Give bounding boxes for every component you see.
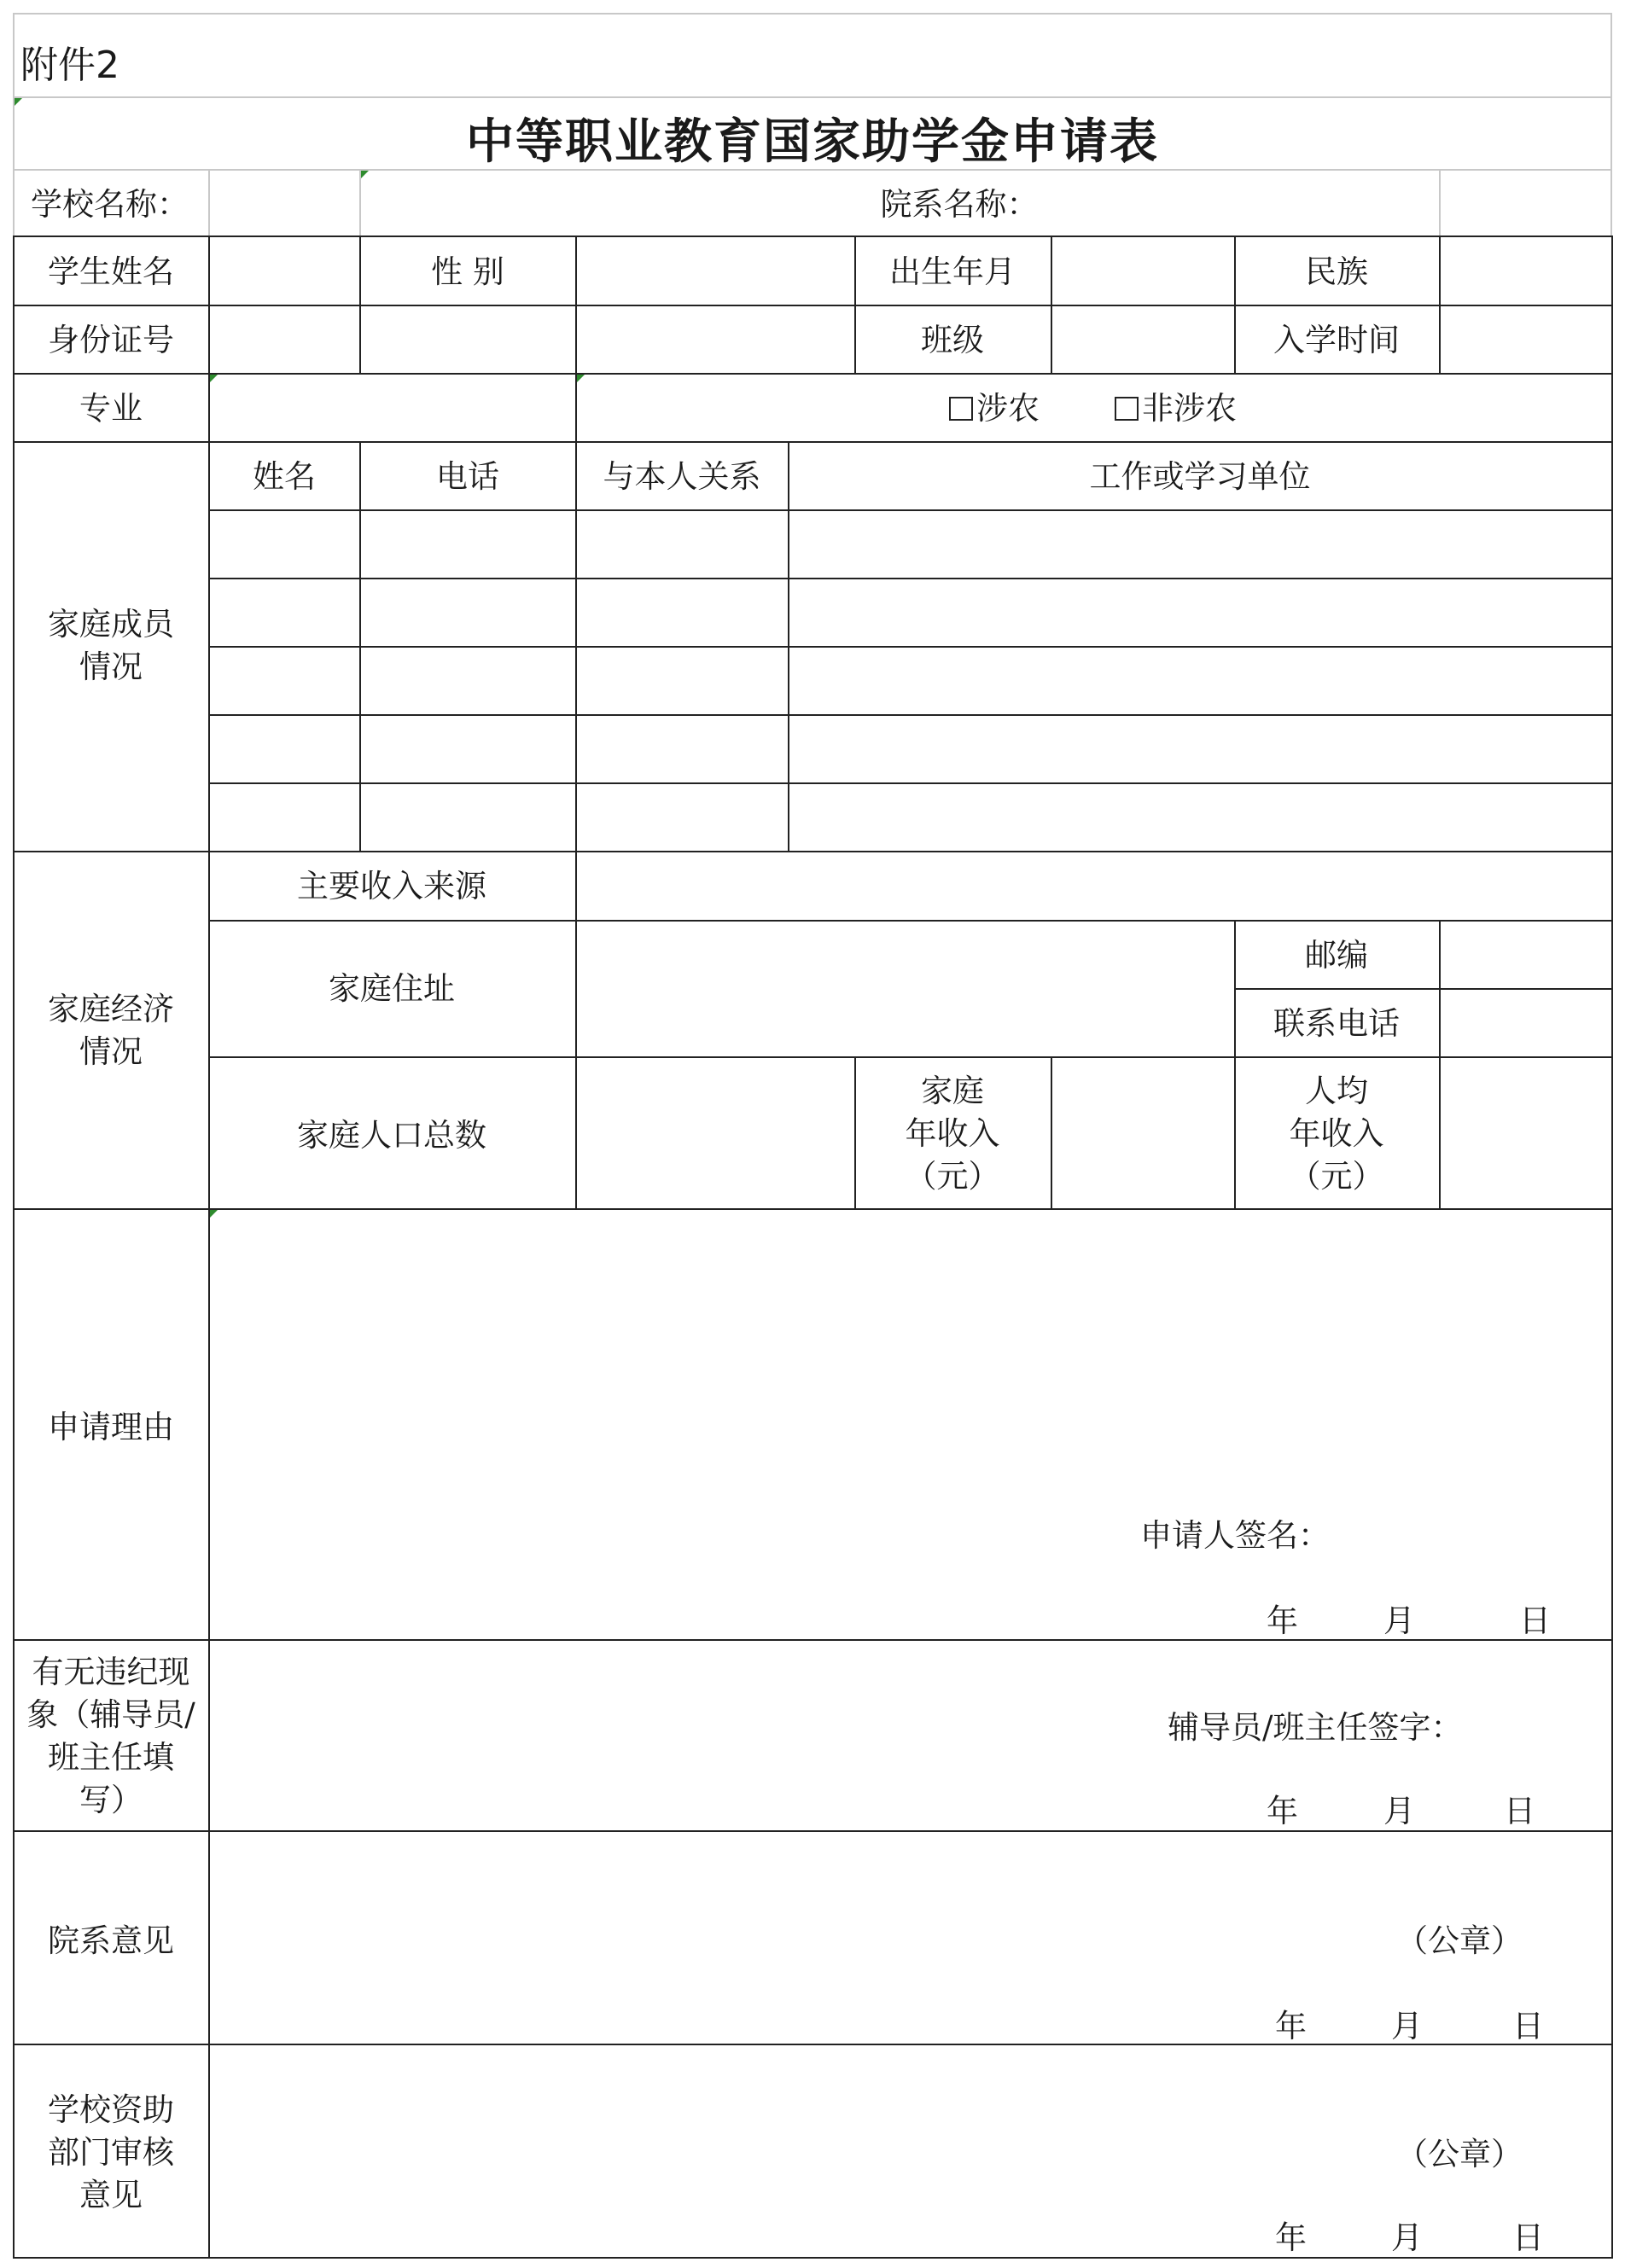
- dept-opinion-field[interactable]: [213, 1836, 1605, 1922]
- checkbox-icon: [1115, 397, 1139, 421]
- birth-label: 出生年月: [889, 253, 1016, 290]
- class-label: 班级: [921, 322, 984, 358]
- vline: [1439, 920, 1441, 1209]
- hline: [208, 646, 1613, 648]
- vline: [359, 441, 361, 851]
- population-field[interactable]: [580, 1061, 849, 1205]
- hline: [13, 1830, 1613, 1832]
- ethnicity-label: 民族: [1305, 253, 1368, 290]
- department-name-field[interactable]: [1444, 175, 1606, 231]
- attachment-label: 附件2: [20, 44, 119, 87]
- school-seal-label: （公章）: [1396, 2136, 1523, 2172]
- ethnicity-field[interactable]: [1444, 241, 1606, 300]
- vline: [1051, 236, 1052, 373]
- dept-date-year: 年: [1275, 2008, 1307, 2044]
- hline: [13, 441, 1613, 443]
- vline: [854, 236, 856, 373]
- hline: [208, 782, 1613, 784]
- vline: [1051, 1056, 1052, 1209]
- hline: [208, 920, 1613, 922]
- vline: [1439, 236, 1441, 373]
- vline: [788, 441, 789, 851]
- gender-label: 性 别: [431, 253, 504, 290]
- hline: [13, 1639, 1613, 1641]
- hline: [1234, 988, 1613, 990]
- school-row-div1: [208, 169, 210, 237]
- non-agri-checkbox[interactable]: [1115, 387, 1237, 430]
- vline: [1234, 236, 1236, 373]
- dept-date-month: 月: [1391, 2008, 1423, 2044]
- applicant-signature-label: 申请人签名：: [1140, 1517, 1330, 1554]
- hline: [13, 2044, 1613, 2045]
- gender-field[interactable]: [580, 241, 849, 300]
- hline: [208, 509, 1613, 511]
- school-date-day: 日: [1512, 2219, 1544, 2256]
- birth-field[interactable]: [1056, 241, 1229, 300]
- dept-date-day: 日: [1512, 2008, 1544, 2044]
- reason-label: 申请理由: [48, 1409, 174, 1445]
- title-top-line: [13, 96, 1612, 98]
- hline: [13, 851, 1613, 852]
- population-label: 家庭人口总数: [297, 1117, 486, 1154]
- cell-marker: [577, 375, 585, 382]
- income-source-label: 主要收入来源: [297, 868, 486, 904]
- major-field[interactable]: [213, 377, 570, 437]
- reason-date-year: 年: [1267, 1602, 1298, 1639]
- agri-option-label: 涉农: [976, 390, 1040, 427]
- family-header-workplace: 工作或学习单位: [1089, 458, 1311, 495]
- major-label: 专业: [79, 390, 143, 427]
- hline: [13, 2257, 1613, 2259]
- department-name-label: 院系名称：: [880, 186, 1039, 223]
- reason-field[interactable]: [213, 1215, 1605, 1505]
- family-header-name: 姓名: [253, 458, 316, 495]
- enroll-field[interactable]: [1444, 309, 1606, 369]
- school-opinion-field[interactable]: [213, 2050, 1605, 2135]
- vline-left: [13, 236, 15, 2259]
- checkbox-icon: [949, 397, 973, 421]
- school-row-div3: [1439, 169, 1441, 237]
- dept-seal-label: （公章）: [1396, 1922, 1523, 1959]
- school-date-year: 年: [1275, 2219, 1307, 2256]
- cell-marker: [361, 171, 369, 178]
- class-field[interactable]: [1056, 309, 1229, 369]
- student-name-field[interactable]: [213, 241, 354, 300]
- per-capita-income-label: 人均 年收入 （元）: [1289, 1073, 1384, 1195]
- discipline-date-day: 日: [1504, 1793, 1535, 1829]
- frame-top: [13, 13, 1612, 15]
- reason-date-month: 月: [1383, 1602, 1415, 1639]
- economy-section-label: 家庭经济 情况: [48, 991, 174, 1070]
- school-opinion-label: 学校资助 部门审核 意见: [48, 2091, 174, 2213]
- dept-opinion-label: 院系意见: [48, 1922, 174, 1959]
- school-row-left: [13, 169, 15, 237]
- id-field[interactable]: [213, 309, 849, 369]
- vline: [208, 236, 210, 2259]
- student-name-label: 学生姓名: [48, 253, 174, 290]
- id-label: 身份证号: [48, 322, 174, 358]
- school-name-label: 学校名称：: [31, 186, 189, 223]
- school-name-field[interactable]: [213, 175, 354, 231]
- hline: [13, 305, 1613, 306]
- hline: [13, 1208, 1613, 1210]
- vline: [854, 1056, 856, 1209]
- hline: [208, 714, 1613, 716]
- school-date-month: 月: [1391, 2219, 1423, 2256]
- discipline-date-year: 年: [1267, 1793, 1298, 1829]
- frame-left-top: [13, 13, 15, 171]
- hline: [208, 578, 1613, 579]
- cell-marker: [15, 98, 22, 106]
- reason-date-day: 日: [1519, 1602, 1551, 1639]
- hline: [208, 1056, 1613, 1058]
- hline: [13, 236, 1613, 237]
- address-label: 家庭住址: [329, 970, 455, 1007]
- discipline-label: 有无违纪现 象（辅导员/ 班主任填 写）: [26, 1654, 195, 1818]
- frame-right-top: [1610, 13, 1612, 236]
- address-field[interactable]: [580, 925, 1229, 1051]
- vline: [1234, 920, 1236, 1209]
- family-header-relation: 与本人关系: [603, 458, 761, 495]
- agri-checkbox[interactable]: [949, 387, 1040, 430]
- contact-phone-field[interactable]: [1444, 993, 1606, 1053]
- vline: [575, 441, 577, 851]
- non-agri-option-label: 非涉农: [1142, 390, 1237, 427]
- enroll-label: 入学时间: [1273, 322, 1400, 358]
- counselor-signature-label: 辅导员/班主任签字：: [1168, 1709, 1463, 1746]
- contact-phone-label: 联系电话: [1273, 1005, 1400, 1042]
- postcode-field[interactable]: [1444, 925, 1606, 985]
- school-row-div2: [359, 169, 361, 237]
- family-section-label: 家庭成员 情况: [48, 606, 174, 685]
- annual-income-field[interactable]: [1056, 1061, 1229, 1205]
- hline: [13, 373, 1613, 375]
- per-capita-income-field[interactable]: [1444, 1061, 1606, 1205]
- income-source-field[interactable]: [580, 856, 1606, 916]
- form-title: 中等职业教育国家助学金申请表: [466, 113, 1159, 170]
- family-header-phone: 电话: [436, 458, 499, 495]
- discipline-date-month: 月: [1383, 1793, 1415, 1829]
- vline-right: [1611, 236, 1613, 2259]
- annual-income-label: 家庭 年收入 （元）: [905, 1073, 1000, 1195]
- postcode-label: 邮编: [1305, 937, 1368, 974]
